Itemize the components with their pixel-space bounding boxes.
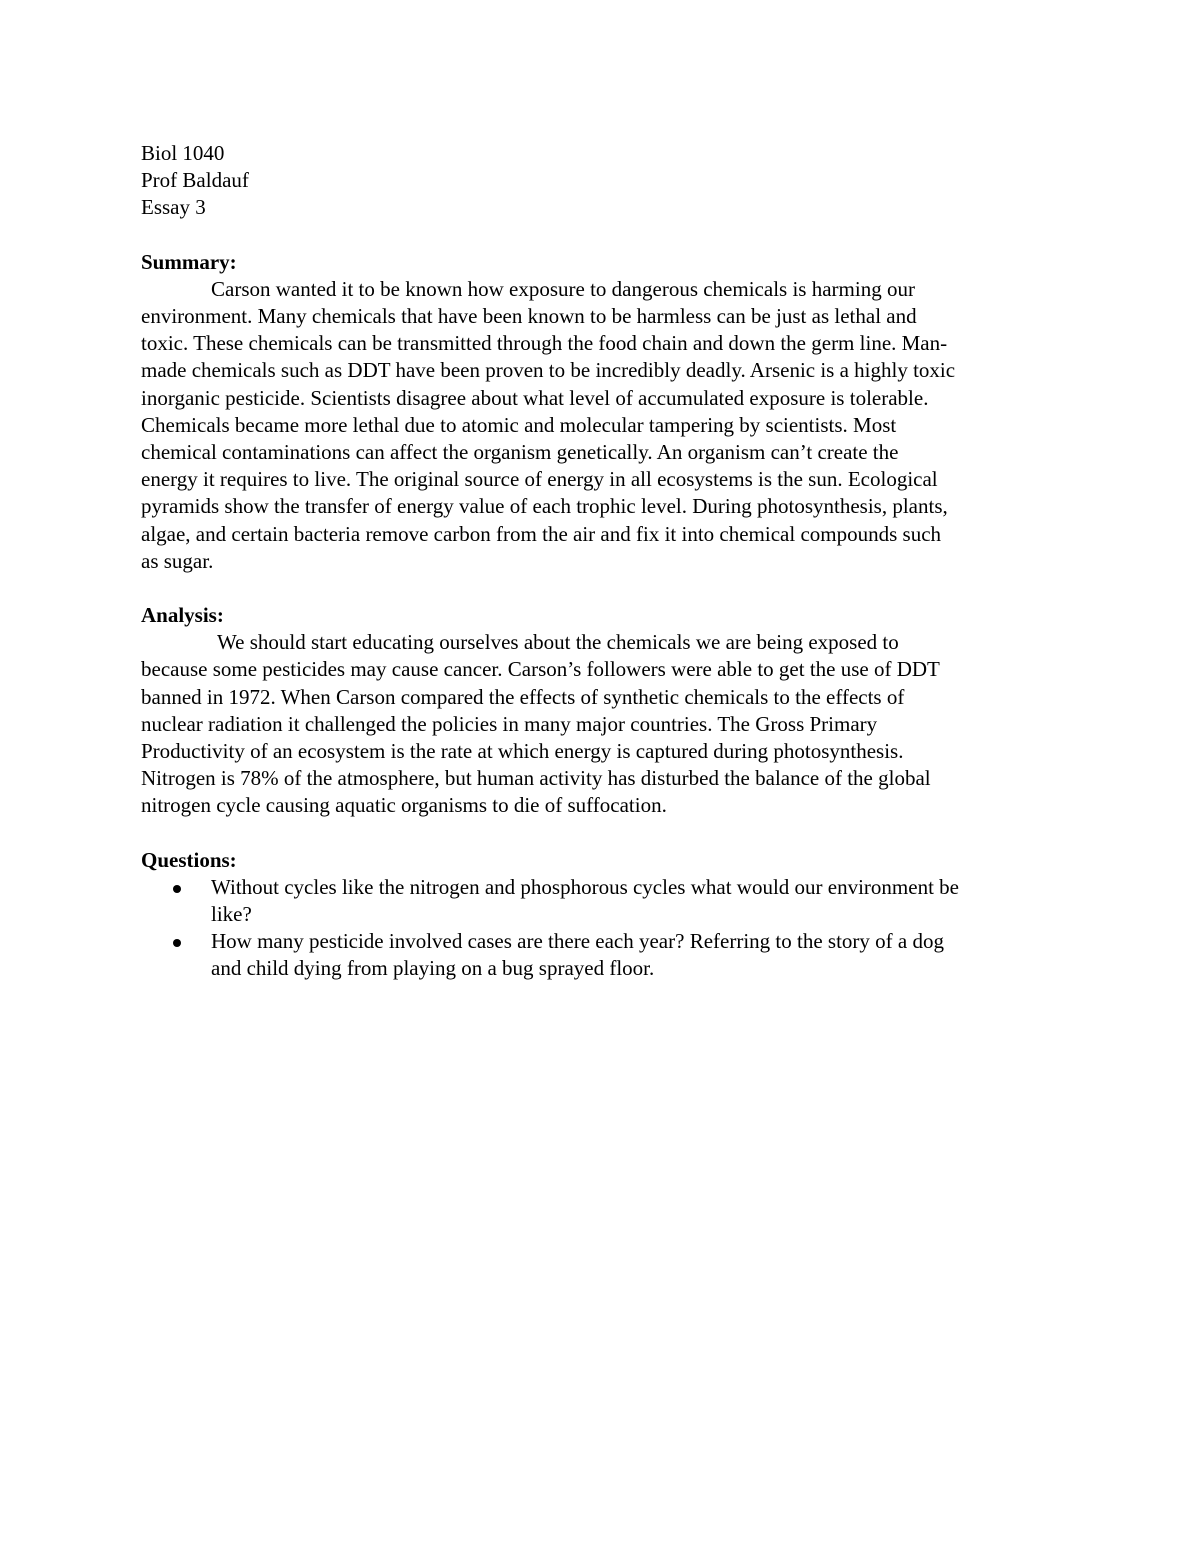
analysis-line: nitrogen cycle causing aquatic organisms to die of suffocation. [141,793,667,818]
list-item [141,874,1061,928]
questions-section [141,847,1061,983]
spacer [141,222,1061,249]
summary-heading: Summary: [141,249,237,274]
summary-line: as sugar. [141,548,214,573]
analysis-line: Productivity of an ecosystem is the rate at which energy is captured during photosynthesis. [141,739,904,764]
document-header [141,140,1061,222]
bullet-icon [173,939,181,947]
question-line: How many pesticide involved cases are there each year? Referring to the story of a dog [211,929,944,954]
analysis-line: banned in 1972. When Carson compared the effects of synthetic chemicals to the effects of [141,684,905,709]
bullet-icon [173,885,181,893]
analysis-heading: Analysis: [141,603,224,628]
spacer [141,575,1061,602]
course-line: Biol 1040 [141,141,225,165]
assignment-line: Essay 3 [141,195,206,220]
analysis-paragraph [141,629,1061,819]
questions-heading: Questions: [141,847,237,872]
analysis-section [141,602,1061,820]
summary-line: inorganic pesticide. Scientists disagree about what level of accumulated exposure is tolerable. [141,385,929,410]
summary-line: environment. Many chemicals that have been known to be harmless can be just as lethal and [141,304,917,329]
summary-line: Chemicals became more lethal due to atomic and molecular tampering by scientists. Most [141,412,897,437]
question-line: Without cycles like the nitrogen and phosphorous cycles what would our environment be [211,874,959,899]
summary-line: toxic. These chemicals can be transmitted through the food chain and down the germ line. Man- [141,331,948,356]
summary-line: Carson wanted it to be known how exposure to dangerous chemicals is harming our [211,276,915,301]
question-line: and child dying from playing on a bug sprayed floor. [211,956,655,981]
summary-line: chemical contaminations can affect the organism genetically. An organism can’t create the [141,440,899,465]
summary-section [141,249,1061,575]
summary-line: algae, and certain bacteria remove carbon from the air and fix it into chemical compounds such [141,521,942,546]
summary-line: made chemicals such as DDT have been proven to be incredibly deadly. Arsenic is a highly toxic [141,358,956,383]
summary-paragraph [141,276,1061,575]
summary-line: pyramids show the transfer of energy value of each trophic level. During photosynthesis, plants, [141,494,948,519]
analysis-line: Nitrogen is 78% of the atmosphere, but human activity has disturbed the balance of the global [141,766,931,791]
analysis-line: We should start educating ourselves about the chemicals we are being exposed to [217,630,899,655]
document-page [141,140,1061,983]
list-item [141,928,1061,982]
question-line: like? [211,902,252,927]
professor-line: Prof Baldauf [141,168,249,193]
analysis-line: nuclear radiation it challenged the policies in many major countries. The Gross Primary [141,711,878,736]
summary-line: energy it requires to live. The original source of energy in all ecosystems is the sun. Ecological [141,467,938,492]
analysis-line: because some pesticides may cause cancer. Carson’s followers were able to get the use of DDT [141,657,940,682]
spacer [141,820,1061,847]
questions-list [141,874,1061,983]
